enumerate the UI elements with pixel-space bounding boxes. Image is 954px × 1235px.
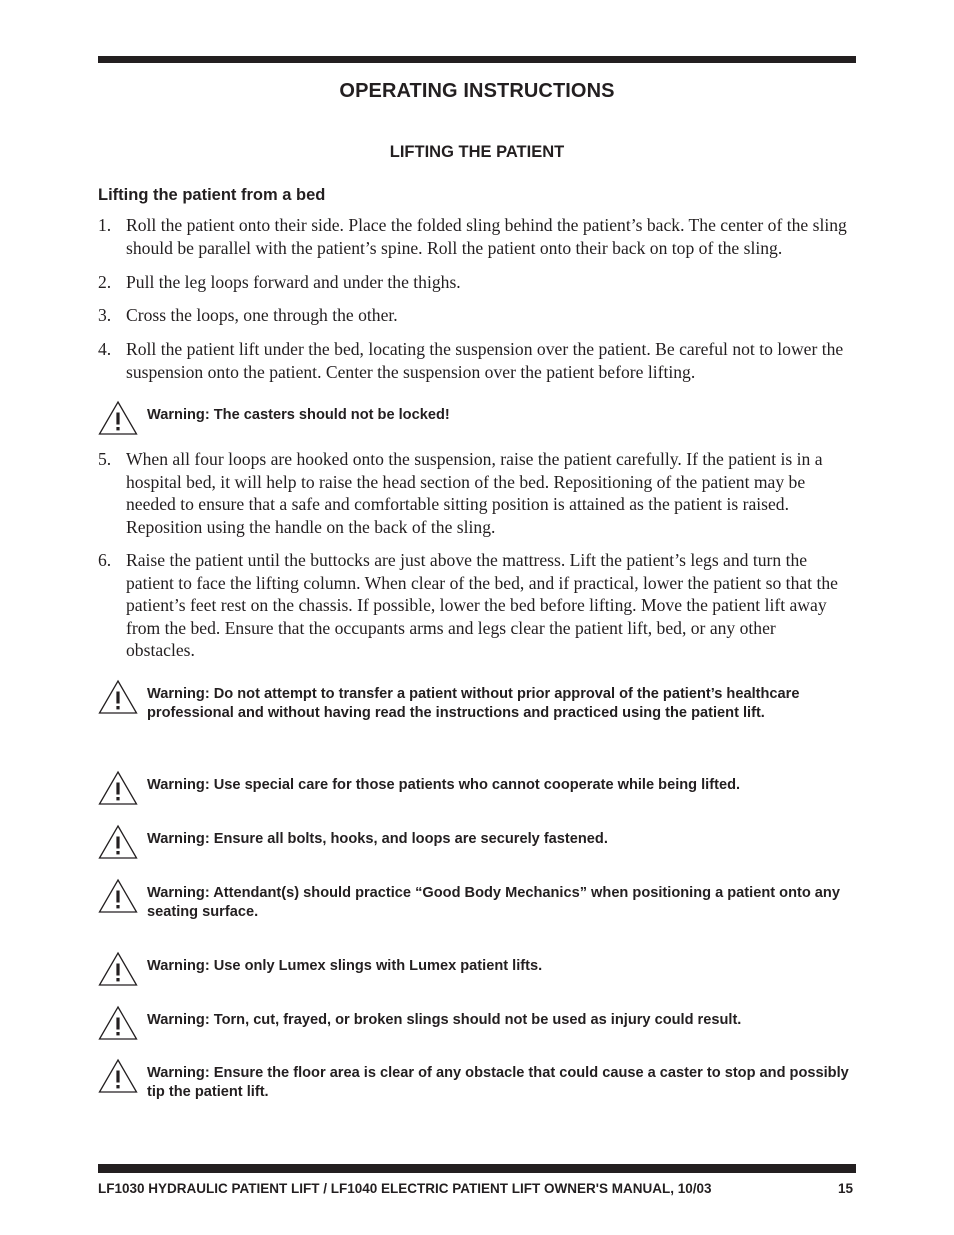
warning-fastened: [98, 830, 856, 849]
step-2: [98, 271, 848, 294]
step-number: 5.: [98, 449, 112, 469]
step-text: Roll the patient onto their side. Place the folded sling behind the patient’s back. The center of the sling should be parallel with the patient’s spine. Roll the patient onto their back on top of the sling.: [126, 215, 847, 258]
step-text: Roll the patient lift under the bed, locating the suspension over the patient. Be careful not to lower the suspension onto the patient. Center the suspension over the patient before lifting.: [126, 339, 844, 382]
warning-prior-approval: [98, 685, 856, 723]
warning-text: Warning: Do not attempt to transfer a patient without prior approval of the patient’s healthcare professional and without having read the instructions and practiced using the patient lift.: [147, 686, 800, 721]
step-number: 2.: [98, 272, 112, 292]
step-text: Pull the leg loops forward and under the thighs.: [126, 272, 461, 292]
bottom-rule: [98, 1164, 856, 1173]
warning-triangle-icon: [98, 824, 138, 860]
warning-text: Warning: Use special care for those patients who cannot cooperate while being lifted.: [147, 777, 741, 793]
warning-text: Warning: Ensure all bolts, hooks, and loops are securely fastened.: [147, 831, 608, 847]
step-text: Cross the loops, one through the other.: [126, 305, 398, 325]
step-5: [98, 448, 848, 538]
step-number: 1.: [98, 215, 112, 235]
step-number: 4.: [98, 339, 112, 359]
page-number: 15: [838, 1181, 854, 1196]
step-3: [98, 304, 848, 327]
warning-lumex-slings: [98, 957, 856, 976]
footer-manual-title: LF1030 HYDRAULIC PATIENT LIFT / LF1040 ELECTRIC PATIENT LIFT OWNER'S MANUAL, 10/03: [98, 1181, 712, 1196]
warning-casters: [98, 406, 856, 425]
warning-triangle-icon: [98, 679, 138, 715]
warning-floor-area: [98, 1064, 856, 1102]
warning-torn-slings: [98, 1011, 856, 1030]
warning-special-care: [98, 776, 856, 795]
warning-body-mechanics: [98, 884, 856, 922]
subsection-heading: Lifting the patient from a bed: [98, 186, 326, 204]
step-number: 3.: [98, 305, 112, 325]
page-title: OPERATING INSTRUCTIONS: [339, 80, 615, 102]
warning-text: Warning: Attendant(s) should practice “Good Body Mechanics” when positioning a patient onto any seating surface.: [147, 885, 840, 920]
warning-triangle-icon: [98, 1058, 138, 1094]
warning-triangle-icon: [98, 951, 138, 987]
warning-text: Warning: Ensure the floor area is clear of any obstacle that could cause a caster to stop and possibly tip the patient lift.: [147, 1065, 849, 1100]
warning-triangle-icon: [98, 770, 138, 806]
step-text: When all four loops are hooked onto the suspension, raise the patient carefully. If the patient is in a hospital bed, it will help to raise the head section of the bed. Repositioning of the patient may be needed to ensure that a safe and comfortable sitting position is attained as the patient is raised. Reposition using the handle on the back of the sling.: [126, 449, 823, 537]
warning-text: Warning: Use only Lumex slings with Lumex patient lifts.: [147, 958, 543, 974]
step-4: [98, 338, 848, 383]
warning-text: Warning: Torn, cut, frayed, or broken slings should not be used as injury could result.: [147, 1012, 742, 1028]
warning-triangle-icon: [98, 400, 138, 436]
step-6: [98, 549, 848, 662]
warning-triangle-icon: [98, 878, 138, 914]
step-1: [98, 214, 848, 259]
section-heading: LIFTING THE PATIENT: [389, 143, 565, 161]
warning-text: Warning: The casters should not be locked!: [147, 407, 450, 423]
step-number: 6.: [98, 550, 112, 570]
top-rule: [98, 56, 856, 63]
step-text: Raise the patient until the buttocks are just above the mattress. Lift the patient’s legs and turn the patient to face the lifting column. When clear of the bed, and if practical, lower the patient so that the patient’s feet rest on the chassis. If possible, lower the bed before lifting. Move the patient lift away from the bed. Ensure that the occupants arms and legs clear the patient lift, bed, or any other obstacles.: [126, 550, 838, 660]
warning-triangle-icon: [98, 1005, 138, 1041]
